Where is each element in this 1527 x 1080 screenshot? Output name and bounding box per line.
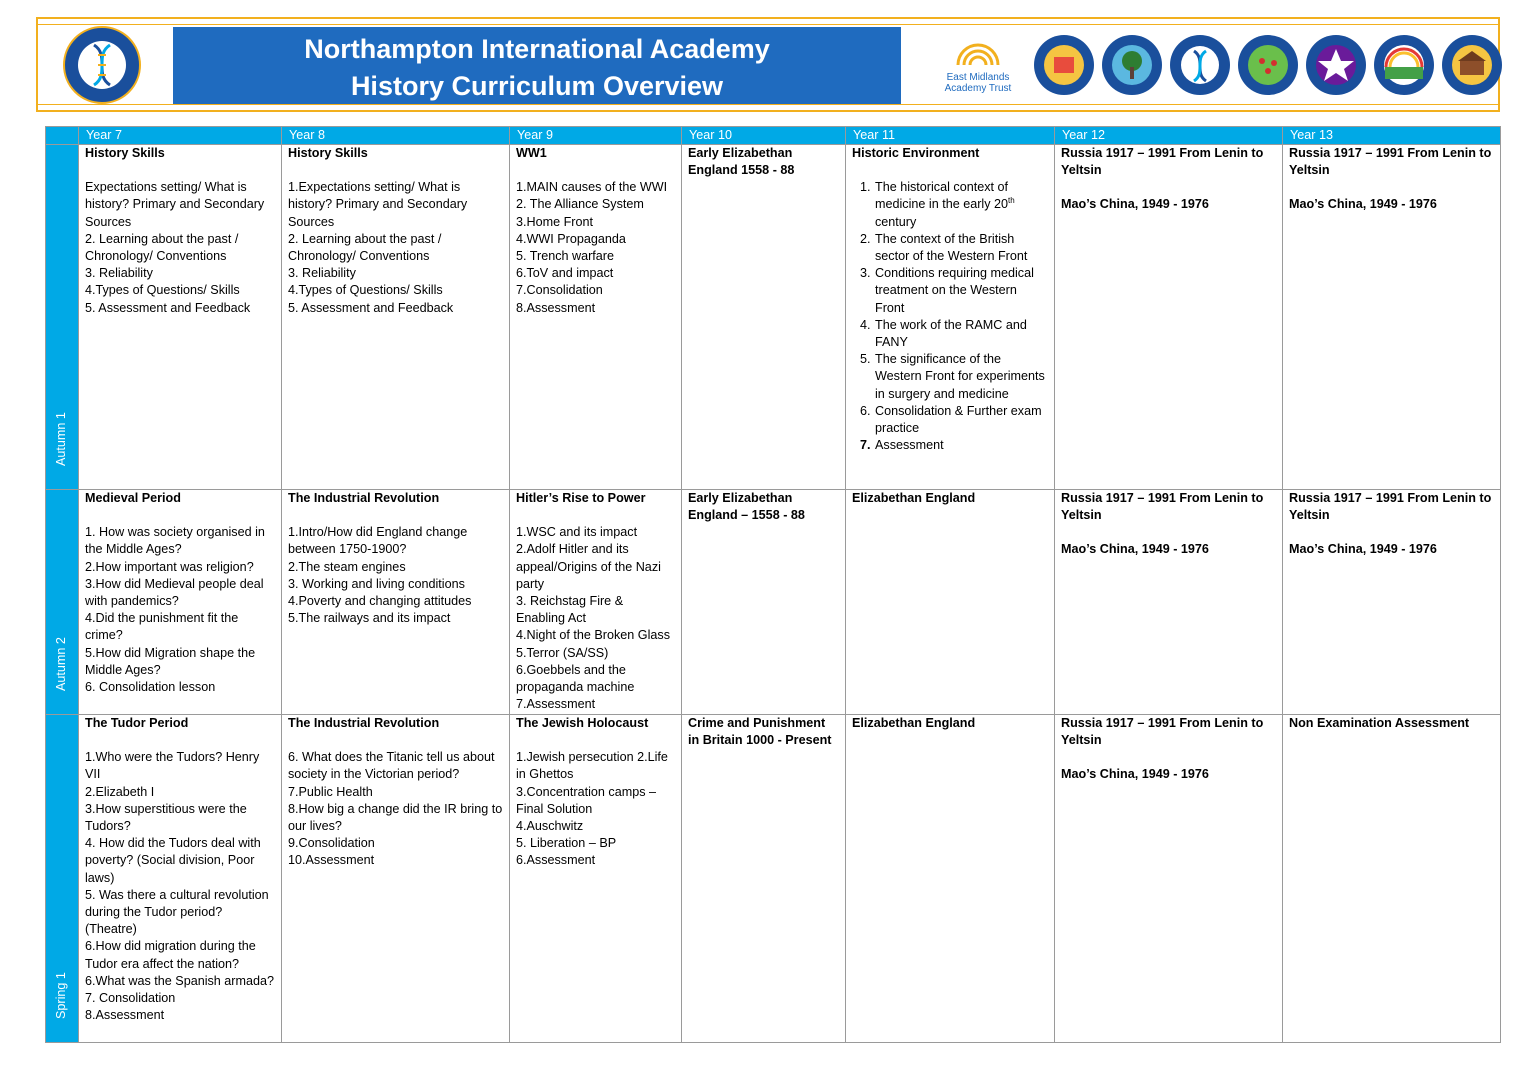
cell-title: Elizabethan England (852, 716, 976, 730)
cell-title: Russia 1917 – 1991 From Lenin to Yeltsin (1289, 491, 1492, 523)
list-item-text: The context of the British sector of the Western Front (875, 231, 1028, 264)
list-item (874, 317, 1048, 351)
term-row (46, 145, 1501, 490)
cell-line: 3. Reliability (85, 266, 153, 281)
cell-line: 3. Working and living conditions (288, 576, 465, 591)
cell-line: 1. How was society organised in the Middle Ages? (85, 525, 265, 557)
cell-line: 7. Consolidation (85, 991, 176, 1006)
cell-line: 1.WSC and its impact (516, 525, 638, 540)
northampton-academy-logo (62, 25, 142, 105)
year-header-row (46, 127, 1501, 145)
list-item-text: Conditions requiring medical treatment on the Western Front (875, 266, 1034, 315)
cell-line: 8.How big a change did the IR bring to our lives? (288, 801, 503, 834)
cell-title: Medieval Period (85, 491, 181, 505)
cell-line: 1.MAIN causes of the WWI (516, 180, 668, 195)
orchard-academy-logo (1236, 33, 1300, 97)
cell-title: WW1 (516, 146, 547, 160)
cell-line: 2.Elizabeth I (85, 784, 155, 799)
cell-line: 6.What was the Spanish armada? (85, 973, 275, 988)
cell-line: 4.Auschwitz (516, 819, 584, 834)
prince-william-school-logo (1304, 33, 1368, 97)
curriculum-cell (846, 490, 1055, 715)
term-label-cell (46, 145, 79, 490)
curriculum-cell (282, 145, 510, 490)
cell-line: 1.Jewish persecution 2.Life in Ghettos (516, 750, 668, 782)
year-header: Year 7 (79, 127, 282, 145)
list-item-text: Assessment (875, 438, 944, 453)
term-label: Spring 1 (54, 971, 68, 1019)
cell-title: Russia 1917 – 1991 From Lenin to Yeltsin (1061, 491, 1264, 523)
cell-line: 1.Expectations setting/ What is history? Primary and Secondary Sources (288, 180, 468, 229)
curriculum-cell (282, 715, 510, 1043)
cell-line: 6. What does the Titanic tell us about society in the Victorian period? (288, 750, 495, 782)
cell-line: 5.How did Migration shape the Middle Ages? (85, 645, 256, 677)
title-band (173, 27, 901, 105)
cell-line: 5. Assessment and Feedback (288, 300, 454, 315)
cell-title: Russia 1917 – 1991 From Lenin to Yeltsin (1061, 716, 1264, 748)
term-label-cell (46, 715, 79, 1043)
list-item (874, 265, 1048, 317)
list-item (874, 351, 1048, 403)
cell-line: 2. Learning about the past / Chronology/ Conventions (288, 231, 442, 264)
curriculum-cell (282, 490, 510, 715)
cell-title: The Industrial Revolution (288, 716, 440, 730)
stimpson-avenue-academy-logo (1440, 33, 1504, 97)
cell-line: 5. Liberation – BP (516, 836, 617, 851)
cell-line: 2.How important was religion? (85, 559, 254, 574)
cell-title: Historic Environment (852, 146, 980, 160)
cell-title: Crime and Punishment in Britain 1000 - Present (688, 716, 832, 748)
cell-title: Hitler’s Rise to Power (516, 491, 646, 505)
curriculum-cell (510, 490, 682, 715)
curriculum-cell (682, 715, 846, 1043)
year-header: Year 13 (1283, 127, 1501, 145)
curriculum-cell (79, 145, 282, 490)
cell-title: History Skills (288, 146, 368, 160)
cell-line: 7.Consolidation (516, 283, 603, 298)
cell-subtitle: Mao’s China, 1949 - 1976 (1289, 197, 1437, 212)
cell-title: The Jewish Holocaust (516, 716, 649, 730)
cell-line: 2. Learning about the past / Chronology/ Conventions (85, 231, 239, 264)
year-header: Year 8 (282, 127, 510, 145)
cell-line: 5. Assessment and Feedback (85, 300, 251, 315)
cell-line: 7.Assessment (516, 697, 596, 712)
cell-line: 6.ToV and impact (516, 266, 614, 281)
list-item-text: The historical context of medicine in the early 20th century (875, 180, 1015, 229)
cell-title: The Industrial Revolution (288, 491, 440, 505)
trust-name-line1: East Midlands (946, 72, 1010, 83)
cell-line: 10.Assessment (288, 853, 375, 868)
cell-line: 8.Assessment (85, 1008, 165, 1023)
list-item (874, 403, 1048, 437)
list-item (874, 437, 1048, 454)
cell-line: 4.Poverty and changing attitudes (288, 594, 472, 609)
cell-line: Expectations setting/ What is history? Primary and Secondary Sources (85, 180, 265, 229)
year-header: Year 12 (1055, 127, 1283, 145)
cell-title: Elizabethan England (852, 491, 976, 505)
cell-title: Russia 1917 – 1991 From Lenin to Yeltsin (1289, 146, 1492, 178)
term-row (46, 715, 1501, 1043)
term-label-cell (46, 490, 79, 715)
cell-line: 6. Consolidation lesson (85, 680, 216, 695)
cell-line: 2.The steam engines (288, 559, 406, 574)
cell-title: Non Examination Assessment (1289, 716, 1470, 730)
curriculum-cell (846, 715, 1055, 1043)
cell-subtitle: Mao’s China, 1949 - 1976 (1289, 542, 1437, 557)
curriculum-table (45, 126, 1501, 1043)
northampton-academy-small-logo (1168, 33, 1232, 97)
cell-line: 1.Who were the Tudors? Henry VII (85, 750, 260, 782)
cell-title: Early Elizabethan England 1558 - 88 (688, 146, 795, 178)
cell-line: 3.How did Medieval people deal with pandemics? (85, 576, 264, 609)
cell-line: 4. How did the Tudors deal with poverty? (Social division, Poor laws) (85, 836, 261, 885)
cell-line: 2. The Alliance System (516, 197, 644, 212)
cell-title: Early Elizabethan England – 1558 - 88 (688, 491, 805, 523)
shepherdswell-academy-logo (1372, 33, 1436, 97)
curriculum-cell (79, 490, 282, 715)
cell-line: 6.Goebbels and the propaganda machine (516, 662, 635, 695)
list-item (874, 231, 1048, 265)
cell-subtitle: Mao’s China, 1949 - 1976 (1061, 767, 1209, 782)
cell-line: 6.Assessment (516, 853, 596, 868)
cell-line: 5.Terror (SA/SS) (516, 645, 609, 660)
cell-line: 3.How superstitious were the Tudors? (85, 801, 247, 834)
cell-line: 4.Did the punishment fit the crime? (85, 611, 239, 643)
term-label: Autumn 1 (54, 411, 68, 466)
header-corner (46, 127, 79, 145)
list-item (874, 179, 1048, 231)
curriculum-cell (1055, 145, 1283, 490)
curriculum-cell (510, 715, 682, 1043)
page-title: Northampton International Academy (304, 34, 770, 64)
cell-line: 8.Assessment (516, 300, 596, 315)
cell-line: 3.Home Front (516, 214, 593, 229)
cell-line: 4.Types of Questions/ Skills (85, 283, 240, 298)
trust-name-line2: Academy Trust (944, 83, 1012, 94)
trust-logos (928, 25, 1488, 105)
cell-line: 5.The railways and its impact (288, 611, 451, 626)
year-header: Year 9 (510, 127, 682, 145)
curriculum-cell (1283, 490, 1501, 715)
curriculum-cell (682, 490, 846, 715)
cell-line: 4.Night of the Broken Glass (516, 628, 671, 643)
cell-line: 2.Adolf Hitler and its appeal/Origins of the Nazi party (516, 542, 661, 591)
year-header: Year 11 (846, 127, 1055, 145)
curriculum-cell (510, 145, 682, 490)
curriculum-cell (79, 715, 282, 1043)
cell-title: Russia 1917 – 1991 From Lenin to Yeltsin (1061, 146, 1264, 178)
curriculum-cell (846, 145, 1055, 490)
numbered-list (852, 179, 1048, 454)
cell-line: 5. Trench warfare (516, 249, 614, 264)
cell-subtitle: Mao’s China, 1949 - 1976 (1061, 197, 1209, 212)
hardingstone-academy-logo (1100, 33, 1164, 97)
cell-subtitle: Mao’s China, 1949 - 1976 (1061, 542, 1209, 557)
list-item-text: The work of the RAMC and FANY (875, 317, 1027, 350)
east-midlands-trust-logo (928, 41, 1028, 97)
term-row (46, 490, 1501, 715)
castle-academy-logo (1032, 33, 1096, 97)
page-header (36, 17, 1500, 112)
cell-line: 1.Intro/How did England change between 1750-1900? (288, 525, 468, 557)
curriculum-cell (1283, 715, 1501, 1043)
cell-title: History Skills (85, 146, 165, 160)
curriculum-cell (1283, 145, 1501, 490)
curriculum-cell (1055, 715, 1283, 1043)
cell-line: 5. Was there a cultural revolution during the Tudor period? (Theatre) (85, 887, 269, 937)
curriculum-cell (682, 145, 846, 490)
list-item-text: The significance of the Western Front for experiments in surgery and medicine (875, 352, 1045, 401)
cell-line: 3. Reliability (288, 266, 356, 281)
curriculum-cell (1055, 490, 1283, 715)
cell-title: The Tudor Period (85, 716, 189, 730)
cell-line: 3. Reichstag Fire & Enabling Act (516, 594, 624, 626)
page-subtitle: History Curriculum Overview (350, 71, 724, 101)
cell-line: 6.How did migration during the Tudor era affect the nation? (85, 939, 256, 971)
term-label: Autumn 2 (54, 636, 68, 691)
list-item-text: Consolidation & Further exam practice (875, 403, 1042, 436)
cell-line: 7.Public Health (288, 784, 373, 799)
year-header: Year 10 (682, 127, 846, 145)
cell-line: 4.Types of Questions/ Skills (288, 283, 443, 298)
cell-line: 4.WWI Propaganda (516, 231, 626, 246)
cell-line: 3.Concentration camps – Final Solution (516, 784, 657, 816)
cell-line: 9.Consolidation (288, 836, 375, 851)
